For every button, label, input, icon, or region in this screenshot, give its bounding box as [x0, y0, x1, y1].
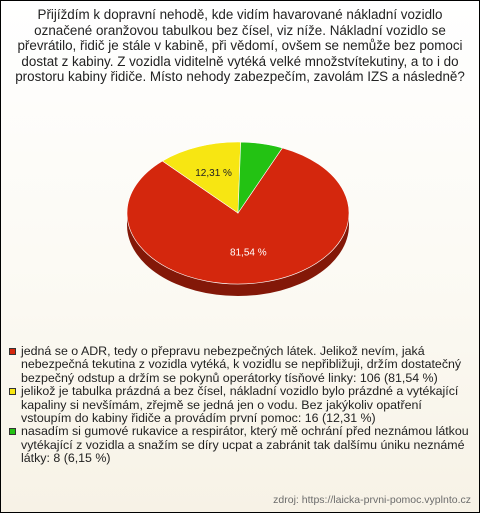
chart-legend	[9, 345, 471, 466]
legend-swatch-2	[9, 388, 16, 395]
slice-data-label-2: 12,31 %	[195, 167, 232, 179]
legend-item-1	[9, 345, 471, 385]
legend-label-2: jelikož je tabulka prázdná a bez čísel, nákladní vozidlo bylo prázdné a vytékající kapaliny si nevšímám, zřejmě se jedná jen o vodu. Bez jakýkoliv opatření vstoupím do kabiny řidiče a provádím první pomoc: 16 (12,31 %)	[21, 384, 459, 426]
legend-item-3	[9, 425, 471, 465]
chart-title: Přijíždím k dopravní nehodě, kde vidím havarované nákladní vozidlo označené oranžovou tabulkou bez čísel, viz níže. Nákladní vozidlo se převrátilo, řidič je stále v kabině, při vědomí, ovšem se nemůže bez pomoci dostat z kabiny. Z vozidla viditelně vytéká velké množstvítekutiny, a to i do prostoru kabiny řidiče. Místo nehody zabezpečím, zavolám IZS a následně?	[15, 7, 465, 85]
slice-data-label-1: 81,54 %	[229, 247, 267, 259]
legend-swatch-3	[9, 428, 16, 435]
source-note: zdroj: https://laicka-prvni-pomoc.vyplnto.cz	[273, 494, 471, 506]
legend-label-1: jedná se o ADR, tedy o přepravu nebezpečných látek. Jelikož nevím, jaká nebezpečná tekutina z vozidla vytéká, k vozidlu se nepřibližuji, držím dostatečný bezpečný odstup a držím se pokynů operátorky tísňové linky: 106 (81,54 %)	[21, 344, 462, 385]
legend-item-2	[9, 385, 471, 425]
legend-swatch-1	[9, 348, 16, 355]
legend-label-3: nasadím si gumové rukavice a respirátor, který mě ochrání před neznámou látkou vytékající z vozidla a snažím se díry ucpat a zabránit tak dalšímu úniku neznámé látky: 8 (6,15 %)	[21, 424, 469, 466]
